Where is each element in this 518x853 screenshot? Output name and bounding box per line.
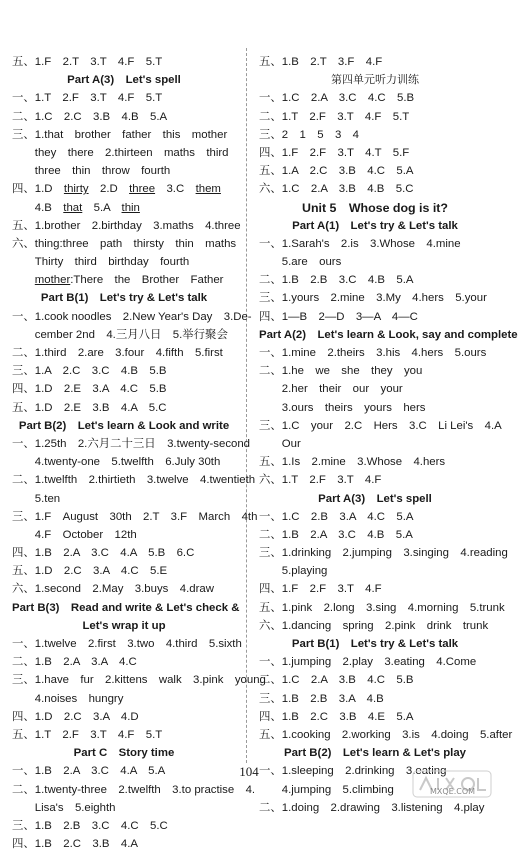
answer-line: 四、1.B 2.C 3.B 4.A xyxy=(12,838,138,851)
answer-line: 五、1.B 2.T 3.F 4.F xyxy=(259,56,383,68)
section-heading: Let's wrap it up xyxy=(82,619,166,632)
answer-line: 一、1.mine 2.theirs 3.his 4.hers 5.ours xyxy=(259,347,487,359)
answer-line: 四、1.F 2.F 3.T 4.F xyxy=(259,583,382,596)
answer-line: 四、1.B 2.A 3.C 4.A 5.B 6.C xyxy=(12,547,195,560)
answer-line: 一、1.cook noodles 2.New Year's Day 3.De- xyxy=(12,310,252,323)
answer-line: they there 2.thirteen maths third xyxy=(12,146,229,159)
answer-line: 六、1.T 2.F 3.T 4.F xyxy=(259,474,382,487)
answer-line: 三、1.B 2.B 3.C 4.C 5.C xyxy=(12,819,168,832)
answer-line: 六、1.dancing spring 2.pink drink trunk xyxy=(259,619,489,632)
answer-line: 3.ours theirs yours hers xyxy=(259,401,426,414)
section-heading: Part B(1) Let's try & Let's talk xyxy=(40,292,208,305)
page-number: 104 xyxy=(239,764,259,779)
answer-line: 一、1.C 2.A 3.C 4.C 5.B xyxy=(259,92,415,105)
section-heading: 第四单元听力训练 xyxy=(331,74,419,87)
answer-line: 一、1.C 2.B 3.A 4.C 5.A xyxy=(259,510,414,523)
answer-line: 一、1.Sarah's 2.is 3.Whose 4.mine xyxy=(259,237,461,250)
answer-line: 二、1.B 2.B 3.C 4.B 5.A xyxy=(259,274,414,287)
answer-line: 二、1.B 2.A 3.A 4.C xyxy=(12,656,137,669)
answer-line: 二、1.doing 2.drawing 3.listening 4.play xyxy=(259,801,485,814)
answer-line: 二、1.C 2.A 3.B 4.C 5.B xyxy=(259,674,414,687)
answer-line: 二、1.B 2.A 3.C 4.B 5.A xyxy=(259,528,413,541)
answer-line: 五、1.brother 2.birthday 3.maths 4.three xyxy=(12,219,241,232)
answer-line: 三、1.have fur 2.kittens walk 3.pink young xyxy=(12,674,266,687)
section-heading: Part B(2) Let's learn & Let's play xyxy=(283,747,467,760)
answer-line: 三、2 1 5 3 4 xyxy=(259,128,360,141)
answer-line: 五、1.pink 2.long 3.sing 4.morning 5.trunk xyxy=(259,601,505,614)
answer-line: 4.twenty-one 5.twelfth 6.July 30th xyxy=(12,456,221,469)
answer-line: 5.are ours xyxy=(259,256,342,269)
answer-line: 四、1.B 2.C 3.B 4.E 5.A xyxy=(259,710,414,723)
answer-line: 二、1.twelfth 2.thirtieth 3.twelve 4.twentieth xyxy=(12,474,256,487)
answer-line: 一、1.twelve 2.first 3.two 4.third 5.sixth xyxy=(12,638,242,650)
answer-line: 二、1.third 2.are 3.four 4.fifth 5.first xyxy=(12,347,223,359)
section-heading: Part A(3) Let's spell xyxy=(318,492,432,505)
answer-line: 三、1.B 2.B 3.A 4.B xyxy=(259,692,384,705)
answer-line: 五、1.D 2.C 3.A 4.C 5.E xyxy=(12,565,168,578)
answer-line: 一、1.T 2.F 3.T 4.F 5.T xyxy=(12,92,163,105)
answer-line: 五、1.cooking 2.working 3.is 4.doing 5.after xyxy=(259,728,513,741)
answer-line: 四、1—B 2—D 3—A 4—C xyxy=(259,310,418,323)
answer-line: 六、1.C 2.A 3.B 4.B 5.C xyxy=(259,183,414,196)
answer-line: 五、1.A 2.C 3.B 4.C 5.A xyxy=(259,165,414,178)
answer-column-right xyxy=(259,53,518,817)
watermark-text: MXQE.COM xyxy=(430,787,476,796)
answer-line: 三、1.F August 30th 2.T 3.F March 4th xyxy=(12,510,258,523)
section-heading: Part B(2) Let's learn & Look and write xyxy=(18,419,230,432)
answer-line: 2.her their our your xyxy=(259,383,403,396)
answer-line: Lisa's 5.eighth xyxy=(12,801,116,814)
answer-line: 五、1.Is 2.mine 3.Whose 4.hers xyxy=(259,456,446,469)
answer-line: 五、1.D 2.E 3.B 4.A 5.C xyxy=(12,401,167,414)
answer-line: 五、1.F 2.T 3.T 4.F 5.T xyxy=(12,56,163,68)
section-heading: Part B(1) Let's try & Let's talk xyxy=(291,638,459,650)
answer-line: 三、1.A 2.C 3.C 4.B 5.B xyxy=(12,365,167,378)
answer-line: three thin throw fourth xyxy=(12,165,171,178)
column-divider xyxy=(246,48,247,763)
answer-line: 4.jumping 5.climbing xyxy=(259,783,394,796)
answer-line: 二、1.C 2.C 3.B 4.B 5.A xyxy=(12,110,168,123)
answer-line: 二、1.T 2.F 3.T 4.F 5.T xyxy=(259,110,410,123)
answer-line: Thirty third birthday fourth xyxy=(12,256,190,269)
answer-line: 4.noises hungry xyxy=(12,692,124,705)
answer-line: 4.B that 5.A thin xyxy=(12,201,140,214)
answer-line: 六、1.second 2.May 3.buys 4.draw xyxy=(12,583,214,596)
answer-line: 一、1.B 2.A 3.C 4.A 5.A xyxy=(12,765,166,778)
answer-line: 四、1.D thirty 2.D three 3.C them xyxy=(12,183,221,196)
answer-line: Our xyxy=(259,437,301,450)
answer-line: 六、thing:three path thirsty thin maths xyxy=(12,237,237,250)
answer-line: 三、1.C your 2.C Hers 3.C Li Lei's 4.A xyxy=(259,419,502,432)
section-heading: Part A(1) Let's try & Let's talk xyxy=(292,219,458,232)
answer-line: 四、1.F 2.F 3.T 4.T 5.F xyxy=(259,146,410,159)
answer-line: 5.ten xyxy=(12,492,61,505)
answer-line: mother:There the Brother Father xyxy=(34,274,224,287)
answer-line: 三、1.drinking 2.jumping 3.singing 4.reading xyxy=(259,547,508,560)
answer-line: 四、1.D 2.C 3.A 4.D xyxy=(12,710,139,723)
section-heading: Unit 5 Whose dog is it? xyxy=(302,200,448,215)
answer-line: cember 2nd 4.三月八日 5.举行聚会 xyxy=(12,328,228,341)
answer-line: 一、1.25th 2.六月二十三日 3.twenty-second xyxy=(12,437,251,450)
answer-line: 五、1.T 2.F 3.T 4.F 5.T xyxy=(12,728,163,741)
section-heading: Part A(2) Let's learn & Look, say and complete xyxy=(259,328,518,341)
section-heading: Part B(3) Read and write & Let's check & xyxy=(12,601,240,614)
section-heading: Part A(3) Let's spell xyxy=(67,74,181,87)
answer-line: 5.playing xyxy=(259,565,328,578)
answer-line: 二、1.he we she they you xyxy=(259,365,423,378)
answer-line: 三、1.yours 2.mine 3.My 4.hers 5.your xyxy=(259,292,487,305)
answer-line: 二、1.twenty-three 2.twelfth 3.to practise 4. xyxy=(12,783,256,796)
answer-line: 三、1.that brother father this mother xyxy=(12,128,228,141)
answer-line: 四、1.D 2.E 3.A 4.C 5.B xyxy=(12,383,167,396)
answer-line: 一、1.sleeping 2.drinking 3.eating xyxy=(259,765,447,778)
answer-line: 一、1.jumping 2.play 3.eating 4.Come xyxy=(259,656,477,669)
answer-line: 4.F October 12th xyxy=(12,528,137,541)
section-heading: Part C Story time xyxy=(73,747,175,760)
